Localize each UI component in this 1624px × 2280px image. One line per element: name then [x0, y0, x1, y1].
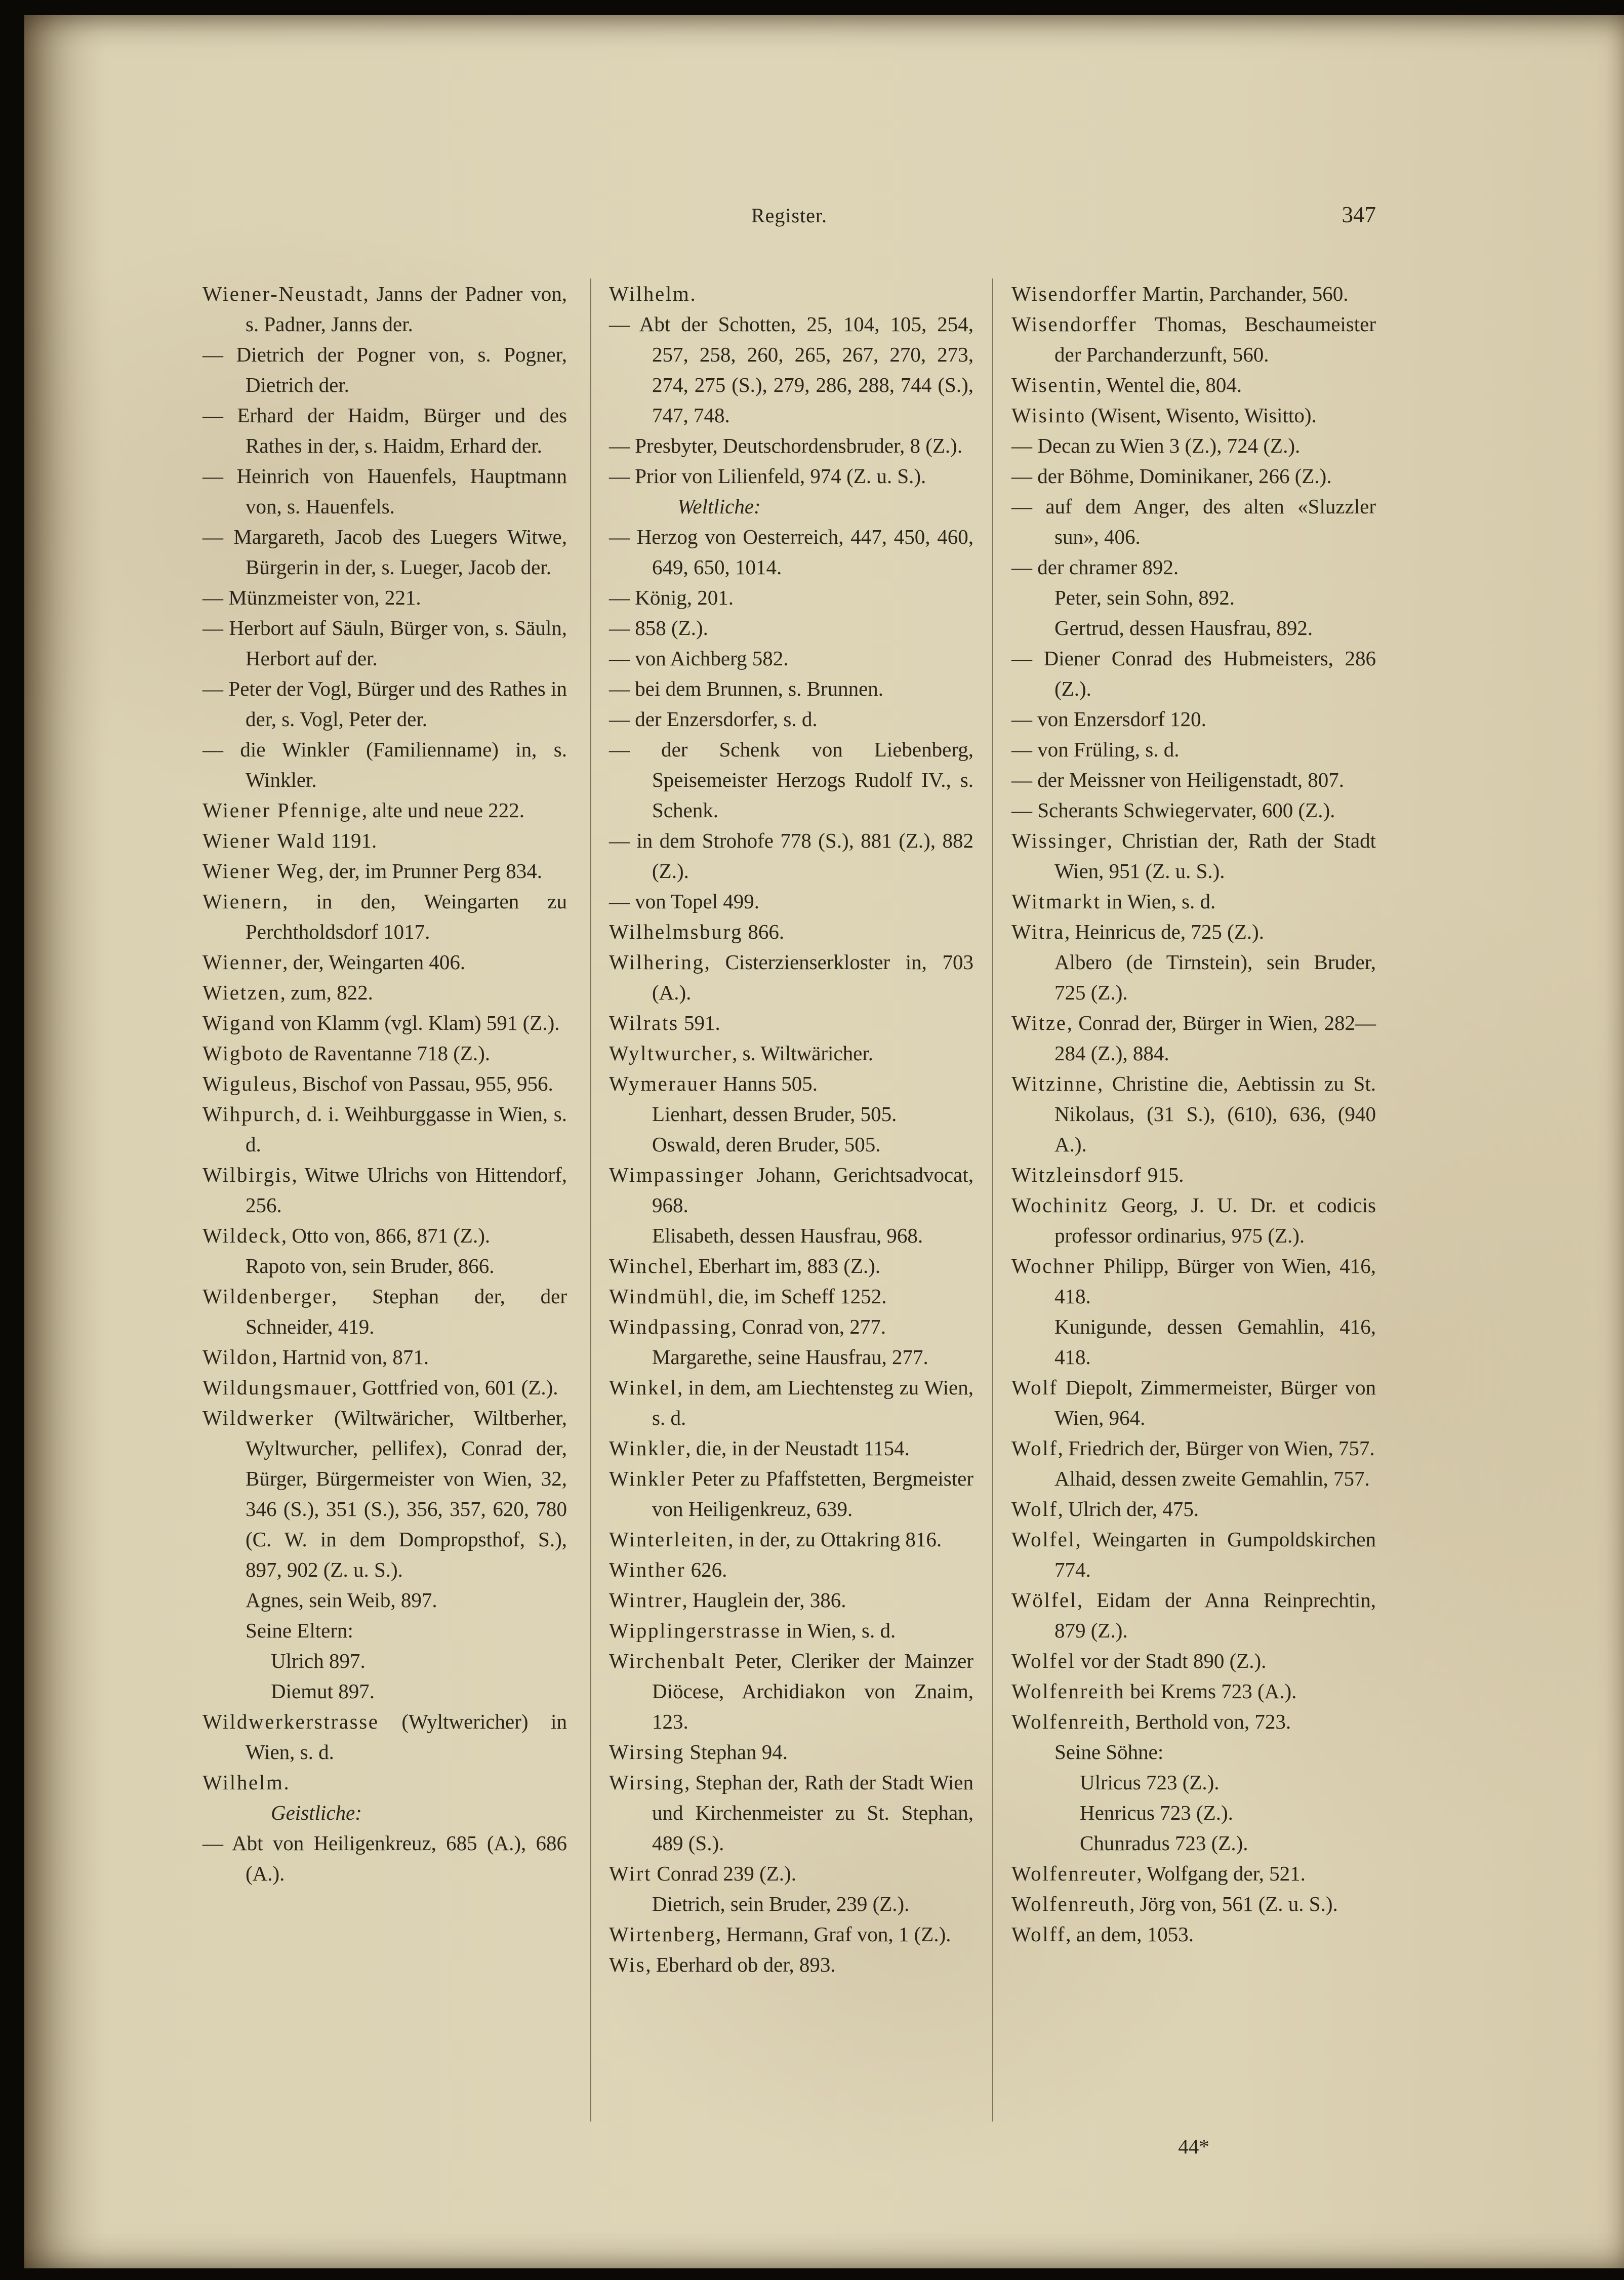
index-entry: — von Enzersdorf 120.	[1011, 707, 1206, 731]
entry-headword: Wochner	[1011, 1254, 1095, 1277]
index-entry: — auf dem Anger, des alten «Sluzzler sun», 406.	[1011, 495, 1376, 548]
index-entry: Wilbirgis, Witwe Ulrichs von Hittendorf, 256.	[202, 1163, 567, 1217]
index-entry: Wisinto (Wisent, Wisento, Wisitto).	[1011, 404, 1317, 427]
entry-headword: Wyltwurcher	[609, 1042, 733, 1065]
entry-headword: Windmühl	[609, 1285, 708, 1308]
index-entry: — Margareth, Jacob des Luegers Witwe, Bürgerin in der, s. Lueger, Jacob der.	[202, 525, 567, 579]
index-entry: Wolf, Ulrich der, 475.	[1011, 1497, 1199, 1521]
index-entry: — Münzmeister von, 221.	[202, 586, 421, 609]
index-entry: Wissinger, Christian der, Rath der Stadt Wien, 951 (Z. u. S.).	[1011, 829, 1376, 883]
index-entry: Wilrats 591.	[609, 1011, 720, 1034]
entry-headword: Wintrer	[609, 1588, 682, 1612]
entry-headword: Wilhelm.	[609, 282, 697, 305]
entry-headword: Wiener Wald	[202, 829, 326, 852]
entry-headword: Wildenberger	[202, 1285, 332, 1308]
entry-headword: Wiener Weg	[202, 859, 319, 883]
entry-headword: Wissinger	[1011, 829, 1107, 852]
index-entry: Wipplingerstrasse in Wien, s. d.	[609, 1619, 896, 1642]
index-entry: — der Schenk von Liebenberg, Speisemeister Herzogs Rudolf IV., s. Schenk.	[609, 738, 973, 822]
index-entry: — von Früling, s. d.	[1011, 738, 1180, 761]
index-entry: Wymerauer Hanns 505.	[609, 1072, 818, 1095]
index-entry: Witmarkt in Wien, s. d.	[1011, 890, 1216, 913]
index-entry: Wildon, Hartnid von, 871.	[202, 1345, 429, 1369]
entry-headword: Wiener-Neustadt	[202, 282, 363, 305]
index-entry: Wolfenreith bei Krems 723 (A.).	[1011, 1679, 1297, 1703]
book-page	[24, 15, 1624, 2268]
index-entry: Diemut 897.	[271, 1679, 375, 1703]
signature-mark: 44*	[1178, 2135, 1209, 2158]
index-entry: Geistliche:	[271, 1801, 362, 1824]
index-entry: Wildungsmauer, Gottfried von, 601 (Z.).	[202, 1376, 558, 1399]
entry-headword: Wisendorffer	[1011, 282, 1138, 305]
index-entry: — Prior von Lilienfeld, 974 (Z. u. S.).	[609, 464, 926, 488]
index-entry: Windpassing, Conrad von, 277.	[609, 1315, 886, 1338]
index-entry: Wirchenbalt Peter, Cleriker der Mainzer Diöcese, Archidiakon von Znaim, 123.	[609, 1649, 973, 1733]
index-entry: Wienern, in den, Weingarten zu Perchtholdsdorf 1017.	[202, 890, 567, 943]
index-entry: — Peter der Vogl, Bürger und des Rathes in der, s. Vogl, Peter der.	[202, 677, 567, 731]
index-entry: Wiener Wald 1191.	[202, 829, 377, 852]
entry-headword: Wymerauer	[609, 1072, 718, 1095]
index-entry: Wildeck, Otto von, 866, 871 (Z.).	[202, 1224, 491, 1247]
entry-headword: Wolfel	[1011, 1528, 1076, 1551]
index-entry: Wietzen, zum, 822.	[202, 981, 373, 1004]
index-entry: Wolfenreuter, Wolfgang der, 521.	[1011, 1862, 1306, 1885]
entry-headword: Wildeck	[202, 1224, 281, 1247]
index-entry: Chunradus 723 (Z.).	[1080, 1831, 1248, 1855]
entry-headword: Wiener Pfennige	[202, 798, 362, 822]
entry-headword: Wölfel	[1011, 1588, 1077, 1612]
index-entry: Kunigunde, dessen Gemahlin, 416, 418.	[1054, 1315, 1376, 1369]
page-number: 347	[1342, 202, 1376, 227]
entry-headword: Wolf	[1011, 1497, 1058, 1521]
index-entry: Oswald, deren Bruder, 505.	[652, 1133, 881, 1156]
index-entry: — Erhard der Haidm, Bürger und des Rathes in der, s. Haidm, Erhard der.	[202, 404, 567, 457]
index-entry: Agnes, sein Weib, 897.	[246, 1588, 437, 1612]
entry-headword: Wirsing	[609, 1740, 685, 1764]
index-entry: — bei dem Brunnen, s. Brunnen.	[609, 677, 884, 700]
entry-headword: Wolfenreuth	[1011, 1892, 1130, 1915]
entry-headword: Wiguleus	[202, 1072, 292, 1095]
index-entry: Winkel, in dem, am Liechtensteg zu Wien, s. d.	[609, 1376, 973, 1429]
entry-headword: Wolf	[1011, 1376, 1058, 1399]
index-entry: — der chramer 892.	[1011, 555, 1179, 579]
index-entry: Dietrich, sein Bruder, 239 (Z.).	[652, 1892, 910, 1915]
index-entry: Wolf, Friedrich der, Bürger von Wien, 757.	[1011, 1436, 1375, 1460]
index-entry: Seine Eltern:	[246, 1619, 353, 1642]
entry-headword: Wisentin	[1011, 373, 1097, 396]
index-entry: Margarethe, seine Hausfrau, 277.	[652, 1345, 928, 1369]
entry-headword: Wolfenreuter	[1011, 1862, 1137, 1885]
entry-headword: Wirchenbalt	[609, 1649, 726, 1672]
index-entry: — Abt von Heiligenkreuz, 685 (A.), 686 (A.).	[202, 1831, 567, 1885]
entry-headword: Witmarkt	[1011, 890, 1101, 913]
index-entry: Albero (de Tirnstein), sein Bruder, 725 (Z.).	[1054, 950, 1376, 1004]
entry-headword: Wienner	[202, 950, 283, 974]
entry-headword: Winchel	[609, 1254, 688, 1277]
index-entry: — König, 201.	[609, 586, 734, 609]
index-column-1	[202, 278, 567, 1889]
entry-headword: Winther	[609, 1558, 686, 1581]
index-entry: — Dietrich der Pogner von, s. Pogner, Dietrich der.	[202, 343, 567, 396]
index-entry: Wiener Pfennige, alte und neue 222.	[202, 798, 525, 822]
index-entry: — von Aichberg 582.	[609, 647, 789, 670]
index-entry: Seine Söhne:	[1054, 1740, 1164, 1764]
index-entry: — der Enzersdorfer, s. d.	[609, 707, 818, 731]
entry-headword: Winkel	[609, 1376, 678, 1399]
index-entry: Winther 626.	[609, 1558, 727, 1581]
index-entry: Wolf Diepolt, Zimmermeister, Bürger von Wien, 964.	[1011, 1376, 1376, 1429]
index-entry: — in dem Strohofe 778 (S.), 881 (Z.), 882 (Z.).	[609, 829, 973, 883]
index-entry: — die Winkler (Familienname) in, s. Winkler.	[202, 738, 567, 791]
entry-headword: Wigand	[202, 1011, 276, 1034]
index-entry: — von Topel 499.	[609, 890, 760, 913]
index-entry: — Herzog von Oesterreich, 447, 450, 460, 649, 650, 1014.	[609, 525, 973, 579]
entry-headword: Wildwerkerstrasse	[202, 1710, 379, 1733]
index-entry: Winterleiten, in der, zu Ottakring 816.	[609, 1528, 942, 1551]
entry-headword: Wolf	[1011, 1436, 1058, 1460]
index-entry: Wolfenreith, Berthold von, 723.	[1011, 1710, 1291, 1733]
entry-headword: Wigboto	[202, 1042, 284, 1065]
index-entry: Rapoto von, sein Bruder, 866.	[246, 1254, 495, 1277]
index-entry: Wigand von Klamm (vgl. Klam) 591 (Z.).	[202, 1011, 560, 1034]
index-entry: Wölfel, Eidam der Anna Reinprechtin, 879 (Z.).	[1011, 1588, 1376, 1642]
entry-headword: Wildon	[202, 1345, 272, 1369]
index-entry: Wisendorffer Martin, Parchander, 560.	[1011, 282, 1349, 305]
index-entry: Wirsing Stephan 94.	[609, 1740, 788, 1764]
entry-headword: Witzinne	[1011, 1072, 1098, 1095]
index-entry: Alhaid, dessen zweite Gemahlin, 757.	[1054, 1467, 1370, 1490]
entry-headword: Wisinto	[1011, 404, 1086, 427]
index-entry: Ulricus 723 (Z.).	[1080, 1771, 1220, 1794]
entry-headword: Wietzen	[202, 981, 280, 1004]
index-entry: — Scherants Schwiegervater, 600 (Z.).	[1011, 798, 1335, 822]
index-entry: Weltliche:	[677, 495, 761, 518]
index-entry: Wolfel, Weingarten in Gumpoldskirchen 774.	[1011, 1528, 1376, 1581]
index-entry: Wyltwurcher, s. Wiltwäricher.	[609, 1042, 873, 1065]
index-entry: Witze, Conrad der, Bürger in Wien, 282—284 (Z.), 884.	[1011, 1011, 1376, 1065]
index-entry: Wilhelmsburg 866.	[609, 920, 785, 943]
index-entry: — Heinrich von Hauenfels, Hauptmann von, s. Hauenfels.	[202, 464, 567, 518]
index-entry: Wolfel vor der Stadt 890 (Z.).	[1011, 1649, 1267, 1672]
index-entry: Wisentin, Wentel die, 804.	[1011, 373, 1242, 396]
index-entry: Windmühl, die, im Scheff 1252.	[609, 1285, 887, 1308]
running-head	[202, 204, 1376, 234]
entry-headword: Winkler	[609, 1436, 686, 1460]
index-entry: Wildwerkerstrasse (Wyltwericher) in Wien, s. d.	[202, 1710, 567, 1764]
index-entry: Wigboto de Raventanne 718 (Z.).	[202, 1042, 491, 1065]
index-entry: Wisendorffer Thomas, Beschaumeister der Parchanderzunft, 560.	[1011, 312, 1376, 366]
index-entry: — der Böhme, Dominikaner, 266 (Z.).	[1011, 464, 1332, 488]
index-entry: Wolff, an dem, 1053.	[1011, 1923, 1194, 1946]
index-entry: Winkler, die, in der Neustadt 1154.	[609, 1436, 910, 1460]
entry-headword: Wilhelm.	[202, 1771, 291, 1794]
index-entry: Witra, Heinricus de, 725 (Z.).	[1011, 920, 1264, 943]
entry-headword: Wilhelmsburg	[609, 920, 743, 943]
index-entry	[202, 1767, 567, 1797]
index-entry: Wiguleus, Bischof von Passau, 955, 956.	[202, 1072, 553, 1095]
index-entry: — der Meissner von Heiligenstadt, 807.	[1011, 768, 1345, 791]
index-entry: Lienhart, dessen Bruder, 505.	[652, 1102, 897, 1126]
entry-headword: Wolfenreith	[1011, 1710, 1125, 1733]
index-entry: Witzleinsdorf 915.	[1011, 1163, 1184, 1186]
index-entry: Wilhering, Cisterzienserkloster in, 703 (A.).	[609, 950, 973, 1004]
index-entry: Witzinne, Christine die, Aebtissin zu St. Nikolaus, (31 S.), (610), 636, (940 A.).	[1011, 1072, 1376, 1156]
entry-headword: Witze	[1011, 1011, 1067, 1034]
index-entry: Winchel, Eberhart im, 883 (Z.).	[609, 1254, 881, 1277]
column-divider	[590, 278, 591, 2122]
entry-headword: Wildwerker	[202, 1406, 314, 1429]
entry-headword: Wimpassinger	[609, 1163, 745, 1186]
index-entry	[609, 278, 973, 309]
index-entry: — 858 (Z.).	[609, 616, 708, 639]
entry-headword: Wilhering	[609, 950, 705, 974]
entry-headword: Windpassing	[609, 1315, 732, 1338]
entry-headword: Wilbirgis	[202, 1163, 292, 1186]
index-entry: Henricus 723 (Z.).	[1080, 1801, 1233, 1824]
entry-headword: Wolff	[1011, 1923, 1066, 1946]
index-entry: Wildwerker (Wiltwäricher, Wiltberher, Wyltwurcher, pellifex), Conrad der, Bürger, Bürgermeister von Wien, 32, 346 (S.), 351 (S.), 356, 357, 620, 780 (C. W. in dem Dompropsthof, S.), 897, 902 (Z. u. S.).	[202, 1406, 567, 1581]
index-entry: Peter, sein Sohn, 892.	[1054, 586, 1235, 609]
index-entry: Wintrer, Hauglein der, 386.	[609, 1588, 846, 1612]
entry-headword: Wilrats	[609, 1011, 679, 1034]
index-entry: Wochner Philipp, Bürger von Wien, 416, 418.	[1011, 1254, 1376, 1308]
index-column-2	[609, 278, 973, 1980]
entry-headword: Wirtenberg	[609, 1923, 716, 1946]
index-entry: Wihpurch, d. i. Weihburggasse in Wien, s. d.	[202, 1102, 567, 1156]
index-entry: — Presbyter, Deutschordensbruder, 8 (Z.).	[609, 434, 963, 457]
entry-headword: Witzleinsdorf	[1011, 1163, 1143, 1186]
index-entry: — Abt der Schotten, 25, 104, 105, 254, 257, 258, 260, 265, 267, 270, 273, 274, 275 (S.), 279, 286, 288, 744 (S.), 747, 748.	[609, 312, 973, 427]
column-divider	[992, 278, 993, 2122]
entry-headword: Wirt	[609, 1862, 652, 1885]
entry-headword: Wipplingerstrasse	[609, 1619, 781, 1642]
page-header-title: Register.	[751, 204, 828, 227]
index-entry: Wiener-Neustadt, Janns der Padner von, s. Padner, Janns der.	[202, 282, 567, 336]
index-entry: Wimpassinger Johann, Gerichtsadvocat, 968.	[609, 1163, 973, 1217]
index-entry: — Diener Conrad des Hubmeisters, 286 (Z.).	[1011, 647, 1376, 700]
index-entry: Wirtenberg, Hermann, Graf von, 1 (Z.).	[609, 1923, 951, 1946]
entry-headword: Winterleiten	[609, 1528, 728, 1551]
entry-headword: Wildungsmauer	[202, 1376, 352, 1399]
index-column-3	[1011, 278, 1376, 1949]
index-entry: Wochinitz Georg, J. U. Dr. et codicis professor ordinarius, 975 (Z.).	[1011, 1193, 1376, 1247]
index-entry: Gertrud, dessen Hausfrau, 892.	[1054, 616, 1313, 639]
index-entry: Wirt Conrad 239 (Z.).	[609, 1862, 796, 1885]
index-entry: Elisabeth, dessen Hausfrau, 968.	[652, 1224, 923, 1247]
index-entry: — Decan zu Wien 3 (Z.), 724 (Z.).	[1011, 434, 1301, 457]
entry-headword: Wisendorffer	[1011, 312, 1138, 336]
entry-headword: Wis	[609, 1953, 646, 1976]
entry-headword: Wihpurch	[202, 1102, 296, 1126]
entry-headword: Wolfenreith	[1011, 1679, 1125, 1703]
entry-headword: Wienern	[202, 890, 283, 913]
index-entry: Wildenberger, Stephan der, der Schneider, 419.	[202, 1285, 567, 1338]
index-entry: Wirsing, Stephan der, Rath der Stadt Wien und Kirchenmeister zu St. Stephan, 489 (S.).	[609, 1771, 973, 1855]
entry-headword: Wolfel	[1011, 1649, 1076, 1672]
entry-headword: Wochinitz	[1011, 1193, 1109, 1217]
index-entry: Winkler Peter zu Pfaffstetten, Bergmeister von Heiligenkreuz, 639.	[609, 1467, 973, 1521]
index-entry: Wiener Weg, der, im Prunner Perg 834.	[202, 859, 542, 883]
index-entry: Ulrich 897.	[271, 1649, 366, 1672]
entry-headword: Witra	[1011, 920, 1065, 943]
entry-headword: Winkler	[609, 1467, 686, 1490]
index-entry: Wis, Eberhard ob der, 893.	[609, 1953, 836, 1976]
index-entry: — Herbort auf Säuln, Bürger von, s. Säuln, Herbort auf der.	[202, 616, 567, 670]
index-entry: Wienner, der, Weingarten 406.	[202, 950, 466, 974]
index-entry: Wolfenreuth, Jörg von, 561 (Z. u. S.).	[1011, 1892, 1338, 1915]
entry-headword: Wirsing	[609, 1771, 685, 1794]
